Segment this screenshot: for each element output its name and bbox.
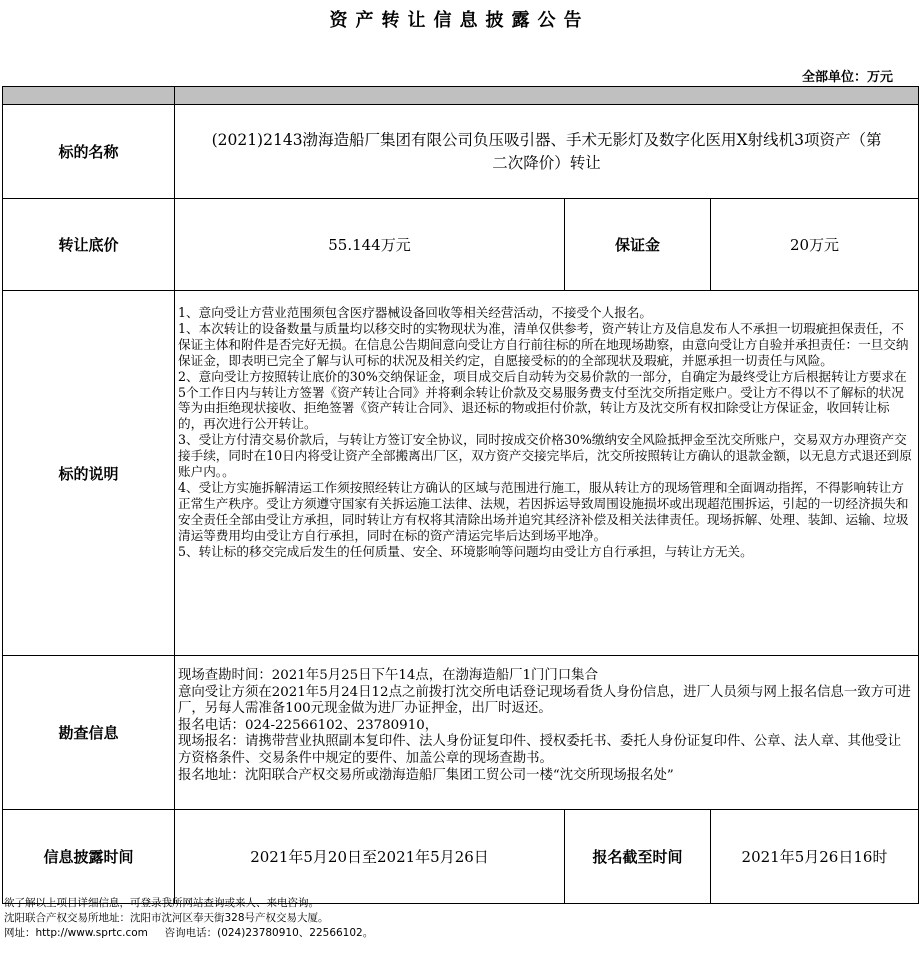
header-cell-value [175, 87, 919, 105]
disclosure-label: 信息披露时间 [3, 810, 175, 904]
deadline-value: 2021年5月26日16时 [711, 810, 919, 904]
inspection-line: 报名电话：024-22566102、23780910， [178, 717, 439, 733]
table-header-row [3, 87, 919, 105]
row-asset-name [3, 105, 919, 199]
disclosure-value: 2021年5月20日至2021年5月26日 [175, 810, 565, 904]
inspection-label: 勘查信息 [3, 656, 175, 810]
inspection-line: 报名地址：沈阳联合产权交易所或渤海造船厂集团工贸公司一楼“沈交所现场报名处” [178, 767, 674, 783]
unit-label: 全部单位：万元 [801, 70, 893, 85]
description-paragraph: 4、受让方实施拆解清运工作须按照经转让方确认的区域与范围进行施工，服从转让方的现场管理和全面调动指挥，不得影响转让方正常生产秩序。受让方须遵守国家有关拆运施工法律、法规，若因拆运导致周围设施损坏或出现超范围拆运，引起的一切经济损失和安全责任全部由受让方承担，同时转让方有权将其清除出场并追究其经济补偿及相关法律责任。现场拆解、处理、装卸、运输、垃圾清运等费用均由受让方自行承担，同时在标的资产清运完毕后达到场平地净。 [178, 479, 909, 543]
footer-line-address: 沈阳联合产权交易所地址：沈阳市沈河区奉天街328号产权交易大厦。 [4, 912, 329, 924]
inspection-text [175, 656, 919, 810]
row-description [3, 291, 919, 656]
description-paragraph: 5、转让标的移交完成后发生的任何质量、安全、环境影响等问题均由受让方自行承担，与转让方无关。 [178, 543, 753, 559]
description-text [175, 291, 919, 656]
row-disclosure [3, 810, 919, 904]
header-cell-label [3, 87, 175, 105]
description-paragraph: 3、受让方付清交易价款后，与转让方签订安全协议，同时按成交价格30%缴纳安全风险抵押金至沈交所账户，交易双方办理资产交接手续，同时在10日内将受让资产全部搬离出厂区，双方资产交接完毕后，沈交所按照转让方确认的退款金额，以无息方式退还到原账户内。。 [178, 432, 912, 480]
footer-line-contact: 网址：http://www.sprtc.com 咨询电话：(024)23780910、22566102。 [4, 927, 374, 939]
inspection-line: 现场报名：请携带营业执照副本复印件、法人身份证复印件、授权委托书、委托人身份证复印件、公章、法人章、其他受让方资格条件、交易条件中规定的要件、加盖公章的现场查勘书。 [178, 734, 902, 766]
description-paragraph: 2、意向受让方按照转让底价的30%交纳保证金，项目成交后自动转为交易价款的一部分，自确定为最终受让方后根据转让方要求在5个工作日内与转让方签署《资产转让合同》并将剩余转让价款及交易服务费支付至沈交所指定账户。受让方不得以不了解标的状况等为由拒绝现状接收、拒绝签署《资产转让合同》、退还标的物或拒付价款，转让方及沈交所有权扣除受让方保证金，收回转让标的，再次进行公开转让。 [178, 368, 907, 432]
deadline-label: 报名截至时间 [565, 810, 711, 904]
deposit-value: 20万元 [711, 199, 919, 291]
inspection-line: 意向受让方须在2021年5月24日12点之前拨打沈交所电话登记现场看货人身份信息，进厂人员须与网上报名信息一致方可进厂，另每人需准备100元现金做为进厂办证押金，出厂时返还。 [178, 684, 911, 717]
disclosure-table [2, 86, 919, 904]
asset-name-label: 标的名称 [3, 105, 175, 199]
deposit-label: 保证金 [565, 199, 711, 291]
price-label: 转让底价 [3, 199, 175, 291]
row-price [3, 199, 919, 291]
footer-notes [4, 896, 373, 941]
description-paragraph: 1、意向受让方营业范围须包含医疗器械设备回收等相关经营活动，不接受个人报名。 [178, 305, 652, 320]
asset-name-value: (2021)2143渤海造船厂集团有限公司负压吸引器、手术无影灯及数字化医用X射线机3项资产（第二次降价）转让 [175, 105, 919, 199]
row-inspection [3, 656, 919, 810]
footer-line-info: 欲了解以上项目详细信息，可登录我所网站查询或来人、来电咨询。 [4, 897, 319, 909]
description-paragraph: 1、本次转让的设备数量与质量均以移交时的实物现状为准，清单仅供参考，资产转让方及信息发布人不承担一切瑕疵担保责任，不保证主体和附件是否完好无损。在信息公告期间意向受让方自行前往标的所在地现场勘察，由意向受让方自验并承担责任：一旦交纳保证金，即表明已完全了解与认可标的状况及相关约定，自愿接受标的的全部现状及瑕疵，并愿承担一切责任与风险。 [178, 320, 909, 368]
inspection-line: 现场查勘时间：2021年5月25日下午14点，在渤海造船厂1门门口集合 [178, 668, 598, 683]
description-label: 标的说明 [3, 291, 175, 656]
page-title: 资产转让信息披露公告 [329, 10, 590, 31]
price-value: 55.144万元 [175, 199, 565, 291]
